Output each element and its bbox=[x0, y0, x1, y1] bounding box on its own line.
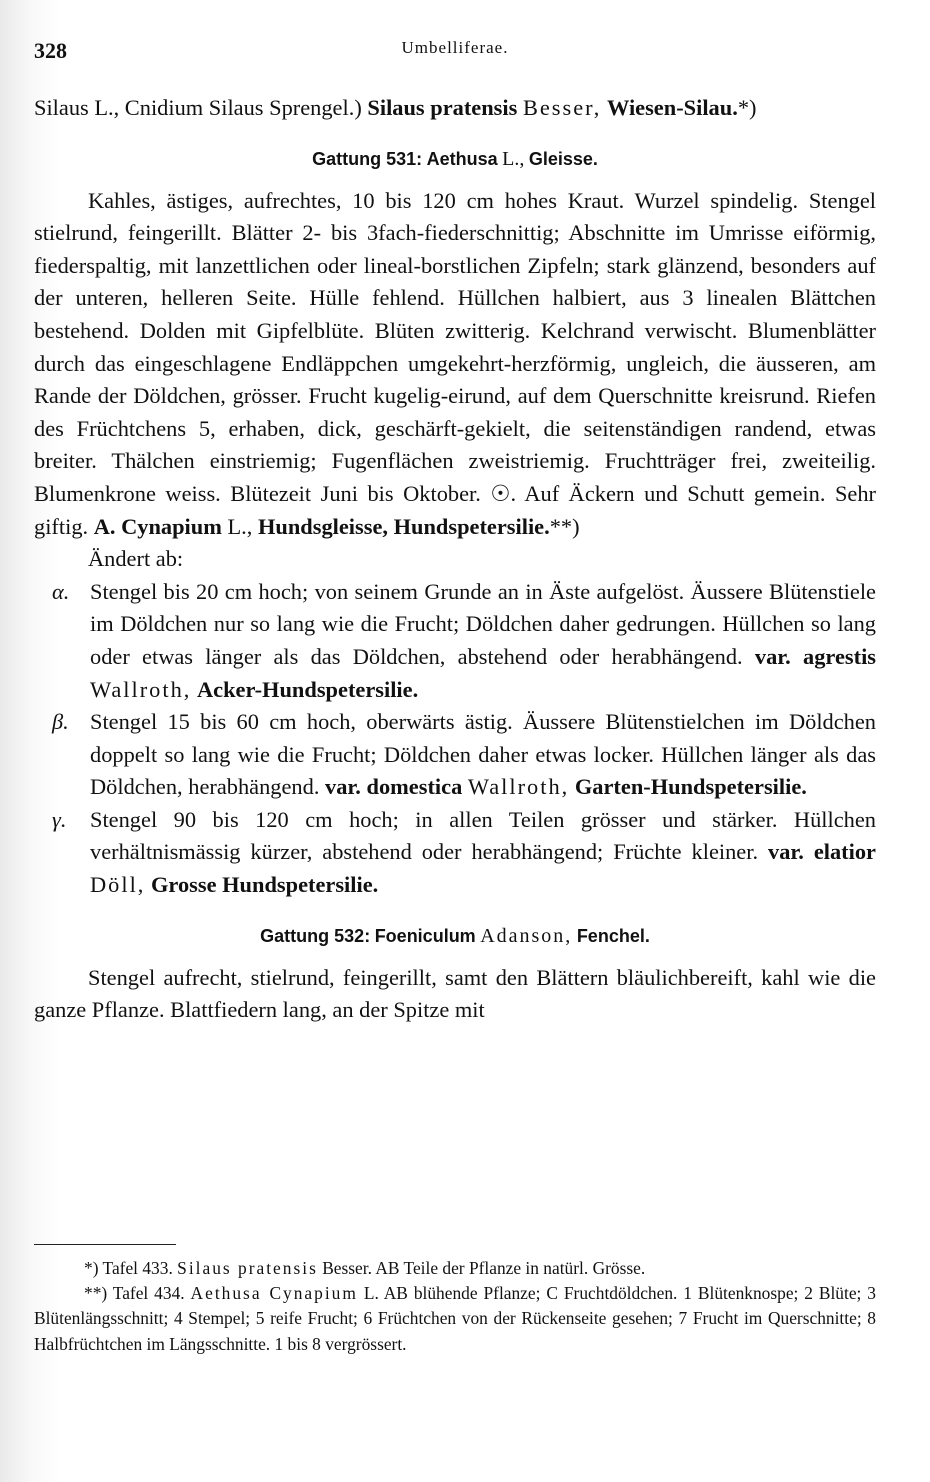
variant-author: Wallroth, bbox=[467, 774, 570, 800]
genus-532-heading bbox=[34, 922, 876, 950]
variant-beta bbox=[34, 706, 876, 804]
footnote-2 bbox=[34, 1281, 876, 1357]
footnote-mark: **) bbox=[84, 1283, 108, 1304]
genus-531-author: L., bbox=[502, 147, 525, 170]
genus-531-text: Kahles, ästiges, aufrechtes, 10 bis 120 cm hohes Kraut. Wurzel spindelig. Stengel stielrund, feingerillt. Blätter 2- bis 3fach-fiederschnittig; Abschnitte im Umrisse eiförmig, fiederspaltig, mit lanzettlichen oder lineal-borstlichen Zipfeln; stark glänzend, besonders auf der unteren, helleren Seite. Hülle fehlend. Hüllchen halbiert, aus 3 linealen Blättchen bestehend. Dolden mit Gipfelblüte. Blüten zwitterig. Kelchrand verwischt. Blumenblätter durch das eingeschlagene Endläppchen umgekehrt-herzförmig, ungleich, die äusseren, am Rande der Döldchen, grösser. Frucht kugelig-eirund, auf dem Querschnitte kreisrund. Riefen des Früchtchens 5, erhaben, dick, geschärft-gekielt, die seitenständigen randend, etwas breiter. Thälchen einstriemig; Fugenflächen zweistriemig. Fruchtträger frei, zweiteilig. Blumenkrone weiss. Blütezeit Juni bis Oktober. ☉. Auf Äckern und Schutt gemein. Sehr giftig. bbox=[34, 187, 876, 539]
intro-common-name: Wiesen-Silau. bbox=[606, 95, 738, 120]
species-name: A. Cynapium bbox=[93, 513, 222, 539]
genus-531-common: Gleisse. bbox=[528, 148, 598, 169]
genus-532-name: Foeniculum bbox=[374, 925, 476, 946]
intro-author: Besser, bbox=[522, 95, 602, 120]
footnote-plate: Tafel 433. bbox=[102, 1258, 173, 1278]
page-number: 328 bbox=[34, 38, 67, 63]
variant-gamma bbox=[34, 804, 876, 902]
genus-532-author: Adanson, bbox=[480, 924, 573, 947]
variant-name: var. agrestis bbox=[754, 643, 877, 669]
variant-common-name: Garten-Hundspetersilie. bbox=[574, 774, 807, 800]
footnote-species: Aethusa Cynapium bbox=[190, 1283, 358, 1304]
genus-531-heading bbox=[34, 145, 876, 173]
genus-532-colon: : bbox=[364, 925, 371, 946]
footnote-text: Besser. AB Teile der Pflanze in natürl. Grösse. bbox=[322, 1258, 646, 1278]
variant-text: Stengel 15 bis 60 cm hoch, oberwärts ästig. Äussere Blütenstielchen im Döldchen doppelt so lang wie die Frucht; Döldchen daher etwas locker. Hüllchen länger als das Döldchen, herabhängend. bbox=[90, 709, 876, 800]
genus-531-description bbox=[34, 185, 876, 544]
intro-species: Silaus pratensis bbox=[367, 95, 518, 120]
genus-531-colon: : bbox=[416, 148, 423, 169]
variant-common-name: Acker-Hundspetersilie. bbox=[197, 676, 419, 702]
running-head: Umbelliferae. bbox=[401, 38, 509, 57]
intro-footnote-ref: *) bbox=[737, 95, 757, 120]
variant-marker: α. bbox=[52, 578, 70, 604]
species-footnote-ref: **) bbox=[549, 513, 580, 539]
variant-text: Stengel bis 20 cm hoch; von seinem Grunde an in Äste aufgelöst. Äussere Blütenstiele im Döldchen nur so lang wie die Frucht; Döldchen daher gedrungen. Hüllchen so lang oder etwas länger als das Döldchen, abstehend oder herabhängend. bbox=[90, 578, 876, 669]
variant-name: var. elatior bbox=[768, 839, 876, 865]
footnotes bbox=[34, 1256, 876, 1357]
intro-paragraph bbox=[34, 92, 876, 125]
genus-531-name: Aethusa bbox=[426, 148, 498, 169]
variant-common-name: Grosse Hundspetersilie. bbox=[151, 872, 379, 898]
footnote-species: Silaus pratensis bbox=[177, 1258, 318, 1278]
variant-marker: γ. bbox=[52, 806, 67, 832]
variant-name: var. domestica bbox=[325, 774, 463, 800]
variant-alpha bbox=[34, 576, 876, 706]
footnote-mark: *) bbox=[84, 1258, 99, 1278]
footnote-plate: Tafel 434. bbox=[112, 1283, 185, 1304]
footnote-divider bbox=[34, 1244, 176, 1245]
genus-531-label: Gattung 531 bbox=[312, 148, 417, 169]
species-author: L., bbox=[227, 513, 253, 539]
footnote-text: L. AB blühende Pflanze; C Fruchtdöldchen. 1 Blütenknospe; 2 Blüte; 3 Blütenlängsschnitt; 4 Stempel; 5 reife Frucht; 6 Früchtchen von der Rückenseite gesehen; 7 Frucht im Querschnitte; 8 Halbfrüchtchen im Längsschnitte. 1 bis 8 vergrössert. bbox=[34, 1283, 876, 1354]
variant-text: Stengel 90 bis 120 cm hoch; in allen Teilen grösser und stärker. Hüllchen verhältnismässig kürzer, abstehend oder herabhängend; Früchte kleiner. bbox=[90, 806, 876, 865]
footnote-1 bbox=[34, 1256, 876, 1281]
variant-author: Wallroth, bbox=[90, 676, 192, 702]
genus-532-label: Gattung 532 bbox=[260, 925, 365, 946]
variant-author: Döll, bbox=[90, 872, 146, 898]
genus-532-common: Fenchel. bbox=[576, 925, 650, 946]
intro-text: Silaus L., Cnidium Silaus Sprengel.) bbox=[34, 95, 362, 120]
variant-marker: β. bbox=[52, 709, 69, 735]
page-header bbox=[34, 38, 876, 68]
main-text bbox=[34, 92, 876, 1027]
variants-heading: Ändert ab: bbox=[88, 546, 184, 572]
species-common-name: Hundsgleisse, Hundspetersilie. bbox=[257, 513, 550, 539]
genus-532-description: Stengel aufrecht, stielrund, feingerillt, samt den Blättern bläulichbereift, kahl wie die ganze Pflanze. Blattfiedern lang, an der Spitze mit bbox=[34, 964, 876, 1023]
